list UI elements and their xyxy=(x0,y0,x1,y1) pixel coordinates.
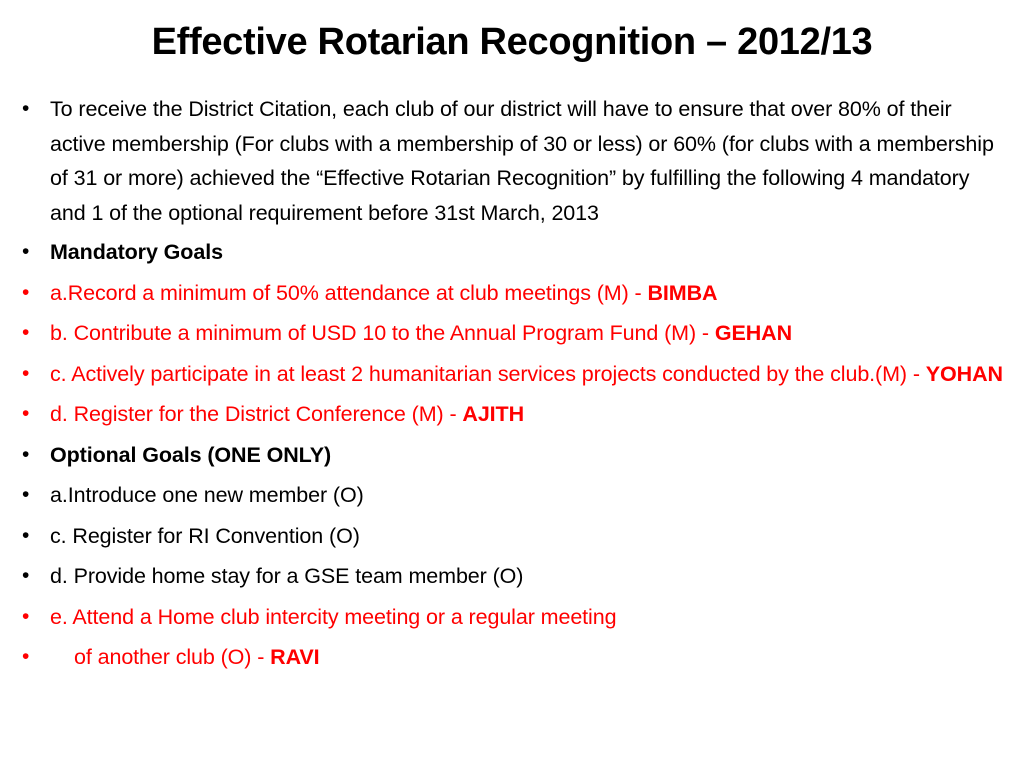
bullet-dot-icon: • xyxy=(22,645,30,668)
goal-text: b. Contribute a minimum of USD 10 to the Annual Program Fund (M) - xyxy=(50,321,715,345)
goal-text: a.Record a minimum of 50% attendance at club meetings (M) - xyxy=(50,280,648,305)
bullet-dot-icon: • xyxy=(22,564,30,587)
bullet-dot-icon: • xyxy=(22,402,30,425)
bullet-dot-icon: • xyxy=(22,523,30,547)
bullet-dot-icon: • xyxy=(22,483,30,506)
bullet-dot-icon: • xyxy=(22,240,30,263)
assignee-name: BIMBA xyxy=(647,280,718,305)
goal-text: c. Register for RI Convention (O) xyxy=(50,523,360,548)
bullet-dot-icon: • xyxy=(22,280,30,304)
bullet-goal-b-contribution xyxy=(22,316,1007,351)
goal-text: d. Register for the District Conference (M) - xyxy=(50,402,463,426)
bullet-goal-d-conference xyxy=(22,397,1007,432)
bullet-dot-icon: • xyxy=(22,361,30,385)
assignee-name: RAVI xyxy=(270,645,320,669)
bullet-optional-d xyxy=(22,559,1007,594)
slide-title: Effective Rotarian Recognition – 2012/13 xyxy=(151,21,873,63)
mandatory-goals-heading: Mandatory Goals xyxy=(50,240,223,264)
intro-text: To receive the District Citation, each club of our district will have to ensure that over 80% of their active membership (For clubs with a membership of 30 or less) or 60% (for clubs with a membership of 31 or more) achieved the “Effective Rotarian Recognition” by fulfilling the following 4 mandatory and 1 of the optional requirement before 31st March, 2013 xyxy=(50,97,994,225)
bullet-dot-icon: • xyxy=(22,321,30,344)
bullet-list xyxy=(22,92,1007,681)
goal-text: c. Actively participate in at least 2 humanitarian services projects conducted by the club.(M) - xyxy=(50,361,926,386)
bullet-optional-a xyxy=(22,478,1007,513)
goal-text: a.Introduce one new member (O) xyxy=(50,483,364,507)
goal-text: of another club (O) - xyxy=(74,645,271,669)
bullet-goal-a-attendance xyxy=(22,276,1007,311)
bullet-dot-icon: • xyxy=(22,442,30,466)
bullet-optional-e-continued xyxy=(22,640,1007,675)
bullet-optional-c xyxy=(22,519,1007,554)
bullet-optional-e xyxy=(22,600,1007,635)
bullet-optional-heading xyxy=(22,438,1007,473)
assignee-name: AJITH xyxy=(462,402,525,426)
goal-text: e. Attend a Home club intercity meeting or a regular meeting xyxy=(50,604,617,629)
optional-goals-heading: Optional Goals (ONE ONLY) xyxy=(50,442,332,467)
bullet-dot-icon: • xyxy=(22,97,30,120)
bullet-intro xyxy=(22,92,1007,230)
goal-text: d. Provide home stay for a GSE team member (O) xyxy=(50,564,524,588)
bullet-mandatory-heading xyxy=(22,235,1007,270)
assignee-name: GEHAN xyxy=(714,321,793,345)
assignee-name: YOHAN xyxy=(925,361,1003,386)
bullet-dot-icon: • xyxy=(22,604,30,628)
bullet-goal-c-humanitarian xyxy=(22,357,1007,392)
